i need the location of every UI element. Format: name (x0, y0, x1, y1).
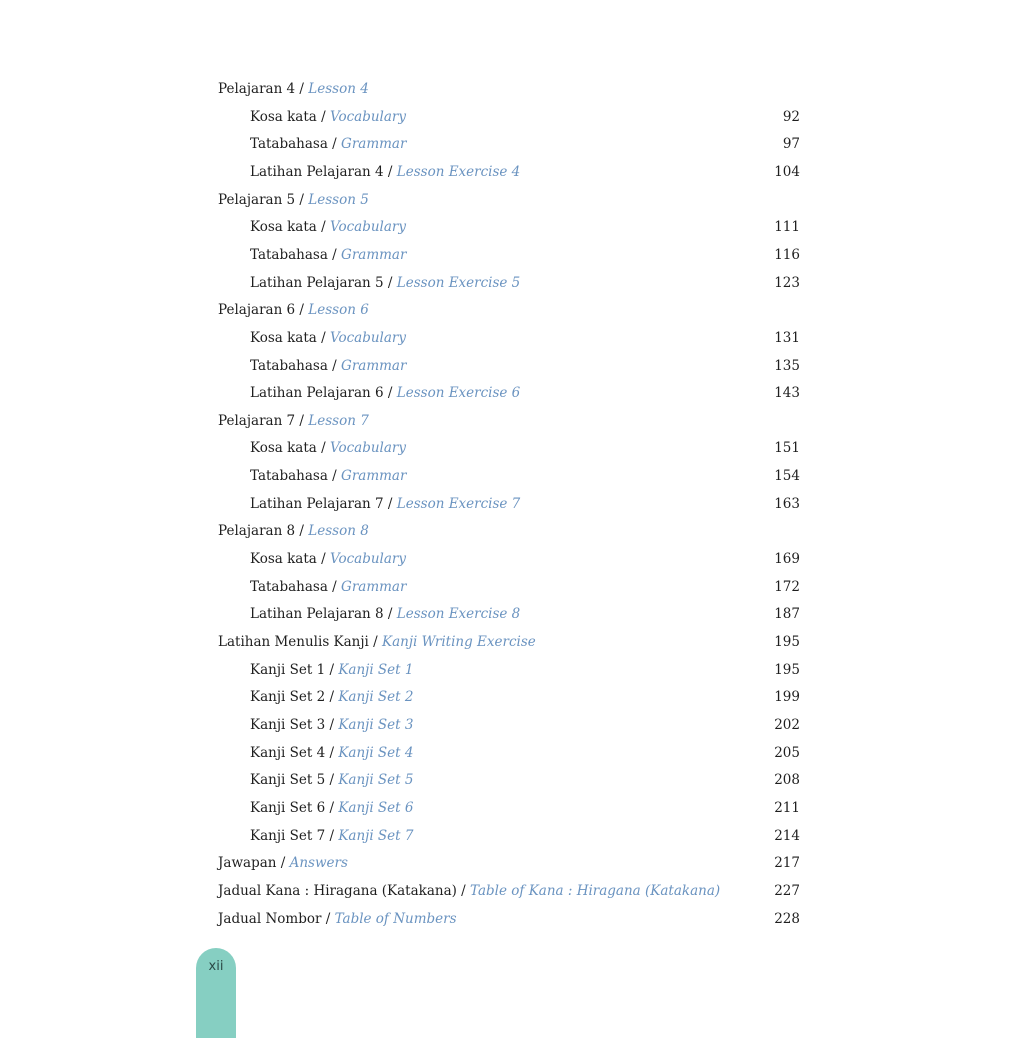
toc-title (250, 491, 520, 517)
toc-title-english: Vocabulary (329, 440, 406, 457)
toc-title (250, 795, 413, 821)
toc-title (250, 159, 520, 185)
toc-title (250, 684, 413, 710)
page-number-tab (196, 948, 236, 1038)
toc-title-english: Lesson Exercise 4 (396, 163, 521, 180)
toc-page-number: 214 (774, 827, 800, 844)
toc-title-english: Vocabulary (329, 219, 406, 236)
toc-title-malay: Latihan Pelajaran 8 / (250, 606, 397, 623)
toc-title-malay: Jawapan / (218, 855, 290, 872)
toc-title-malay: Tatabahasa / (250, 246, 342, 263)
toc-entry (0, 463, 1024, 489)
toc-title (250, 214, 406, 240)
toc-title-malay: Tatabahasa / (250, 578, 342, 595)
toc-title-english: Lesson Exercise 7 (396, 495, 521, 512)
toc-title-english: Kanji Set 3 (338, 716, 414, 733)
toc-page-number: 202 (774, 716, 800, 733)
toc-title (218, 629, 536, 655)
toc-entry (0, 104, 1024, 130)
toc-title-malay: Latihan Pelajaran 6 / (250, 385, 397, 402)
toc-title-english: Lesson 7 (308, 412, 369, 429)
toc-page-number: 199 (774, 689, 800, 706)
toc-title-malay: Kosa kata / (250, 329, 330, 346)
toc-entry (0, 214, 1024, 240)
toc-title-english: Lesson Exercise 6 (396, 385, 521, 402)
page-number: xii (208, 959, 224, 974)
toc-page-number: 151 (774, 440, 800, 457)
toc-title (218, 906, 457, 932)
toc-title (250, 270, 520, 296)
toc-title (250, 104, 406, 130)
toc-title-english: Kanji Set 6 (338, 799, 414, 816)
toc-title (218, 76, 369, 102)
toc-page-number: 154 (774, 468, 800, 485)
toc-title (250, 435, 406, 461)
toc-entry (0, 657, 1024, 683)
toc-entry (0, 546, 1024, 572)
toc-title-malay: Tatabahasa / (250, 468, 342, 485)
toc-page-number: 227 (774, 882, 800, 899)
toc-title-english: Grammar (341, 246, 407, 263)
toc-page-number: 131 (774, 329, 800, 346)
toc-page-number: 208 (774, 772, 800, 789)
toc-title-malay: Kosa kata / (250, 551, 330, 568)
toc-title-malay: Pelajaran 7 / (218, 412, 309, 429)
toc-title-malay: Kanji Set 3 / (250, 716, 339, 733)
toc-page-number: 104 (774, 163, 800, 180)
toc-title-english: Grammar (341, 468, 407, 485)
toc-title-malay: Kosa kata / (250, 108, 330, 125)
toc-title (218, 518, 369, 544)
toc-title-english: Vocabulary (329, 551, 406, 568)
toc-title-malay: Kanji Set 4 / (250, 744, 339, 761)
toc-page-number: 97 (782, 136, 800, 153)
toc-title-malay: Jadual Kana : Hiragana (Katakana) / (218, 882, 471, 899)
toc-section (0, 906, 1024, 932)
toc-entry (0, 131, 1024, 157)
toc-section (0, 187, 1024, 213)
toc-title-english: Lesson Exercise 5 (396, 274, 521, 291)
toc-page-number: 195 (774, 661, 800, 678)
toc-entry (0, 684, 1024, 710)
toc-title (250, 380, 520, 406)
toc-page-number: 169 (774, 551, 800, 568)
toc-title-english: Grammar (341, 578, 407, 595)
toc-title-malay: Jadual Nombor / (218, 910, 335, 927)
toc-title-english: Vocabulary (329, 329, 406, 346)
toc-title-malay: Pelajaran 4 / (218, 81, 309, 97)
toc-title-malay: Pelajaran 6 / (218, 302, 309, 319)
toc-section (0, 878, 1024, 904)
toc-title-english: Lesson 8 (308, 523, 369, 540)
toc-title (250, 657, 413, 683)
toc-page-number: 116 (774, 246, 800, 263)
toc-title-english: Table of Numbers (334, 910, 457, 927)
toc-entry (0, 353, 1024, 379)
toc-title-english: Kanji Set 5 (338, 772, 414, 789)
toc-section (0, 408, 1024, 434)
toc-page-number: 163 (774, 495, 800, 512)
toc-page-number: 92 (782, 108, 800, 125)
toc-title-malay: Latihan Menulis Kanji / (218, 634, 383, 650)
toc-title (218, 408, 369, 434)
toc-title-english: Kanji Writing Exercise (382, 634, 536, 650)
toc-page-number: 195 (774, 634, 800, 650)
toc-title (250, 823, 413, 849)
toc-title (250, 601, 520, 627)
toc-title-malay: Kanji Set 5 / (250, 772, 339, 789)
toc-title-english: Kanji Set 7 (338, 827, 414, 844)
toc-entry (0, 159, 1024, 185)
toc-page-number: 111 (774, 219, 800, 236)
toc-title (250, 463, 406, 489)
toc-title (218, 878, 720, 904)
toc-title-malay: Kanji Set 2 / (250, 689, 339, 706)
toc-title-english: Grammar (341, 136, 407, 153)
toc-title (250, 767, 413, 793)
toc-title-malay: Latihan Pelajaran 4 / (250, 163, 397, 180)
toc-title-english: Grammar (341, 357, 407, 374)
toc-title-english: Answers (289, 855, 348, 872)
toc-section (0, 518, 1024, 544)
toc-title-malay: Tatabahasa / (250, 357, 342, 374)
toc-title-english: Kanji Set 2 (338, 689, 414, 706)
toc-title (250, 242, 406, 268)
toc-title-malay: Pelajaran 8 / (218, 523, 309, 540)
toc-entry (0, 380, 1024, 406)
toc-section (0, 76, 1024, 102)
toc-section (0, 850, 1024, 876)
toc-title (250, 574, 406, 600)
toc-title-english: Lesson 6 (308, 302, 369, 319)
toc-title-english: Lesson 4 (308, 81, 369, 97)
toc-title (218, 850, 348, 876)
toc-title-malay: Kanji Set 6 / (250, 799, 339, 816)
toc-title-english: Vocabulary (329, 108, 406, 125)
toc-entry (0, 270, 1024, 296)
toc-page-number: 205 (774, 744, 800, 761)
toc-title-malay: Kanji Set 1 / (250, 661, 339, 678)
toc-title-malay: Kosa kata / (250, 440, 330, 457)
toc-title (250, 131, 406, 157)
toc-title (250, 712, 413, 738)
toc-entry (0, 325, 1024, 351)
toc-page-number: 135 (774, 357, 800, 374)
toc-entry (0, 823, 1024, 849)
toc-page-number: 187 (774, 606, 800, 623)
toc-page-number: 228 (774, 910, 800, 927)
toc-entry (0, 767, 1024, 793)
toc-title-malay: Kosa kata / (250, 219, 330, 236)
toc-page-number: 217 (774, 855, 800, 872)
toc-page-number: 172 (774, 578, 800, 595)
toc-title (250, 546, 406, 572)
toc-entry (0, 712, 1024, 738)
toc-title (250, 740, 413, 766)
toc-title (218, 187, 369, 213)
toc-title-english: Lesson 5 (308, 191, 369, 208)
toc-title (250, 325, 406, 351)
toc-title-malay: Latihan Pelajaran 7 / (250, 495, 397, 512)
toc-entry (0, 574, 1024, 600)
toc-title-english: Lesson Exercise 8 (396, 606, 521, 623)
toc-title-english: Kanji Set 1 (338, 661, 414, 678)
toc-entry (0, 242, 1024, 268)
toc-title-malay: Tatabahasa / (250, 136, 342, 153)
toc-entry (0, 740, 1024, 766)
toc-title-malay: Pelajaran 5 / (218, 191, 309, 208)
toc-title (218, 297, 369, 323)
toc-title-malay: Latihan Pelajaran 5 / (250, 274, 397, 291)
toc-section (0, 629, 1024, 655)
toc-title-english: Kanji Set 4 (338, 744, 414, 761)
toc-page-number: 211 (774, 799, 800, 816)
toc-entry (0, 795, 1024, 821)
toc-title-english: Table of Kana : Hiragana (Katakana) (470, 882, 721, 899)
toc-page-number: 123 (774, 274, 800, 291)
toc-section (0, 297, 1024, 323)
toc-entry (0, 435, 1024, 461)
toc-page-number: 143 (774, 385, 800, 402)
toc-entry (0, 601, 1024, 627)
toc-title-malay: Kanji Set 7 / (250, 827, 339, 844)
toc-title (250, 353, 406, 379)
toc-entry (0, 491, 1024, 517)
